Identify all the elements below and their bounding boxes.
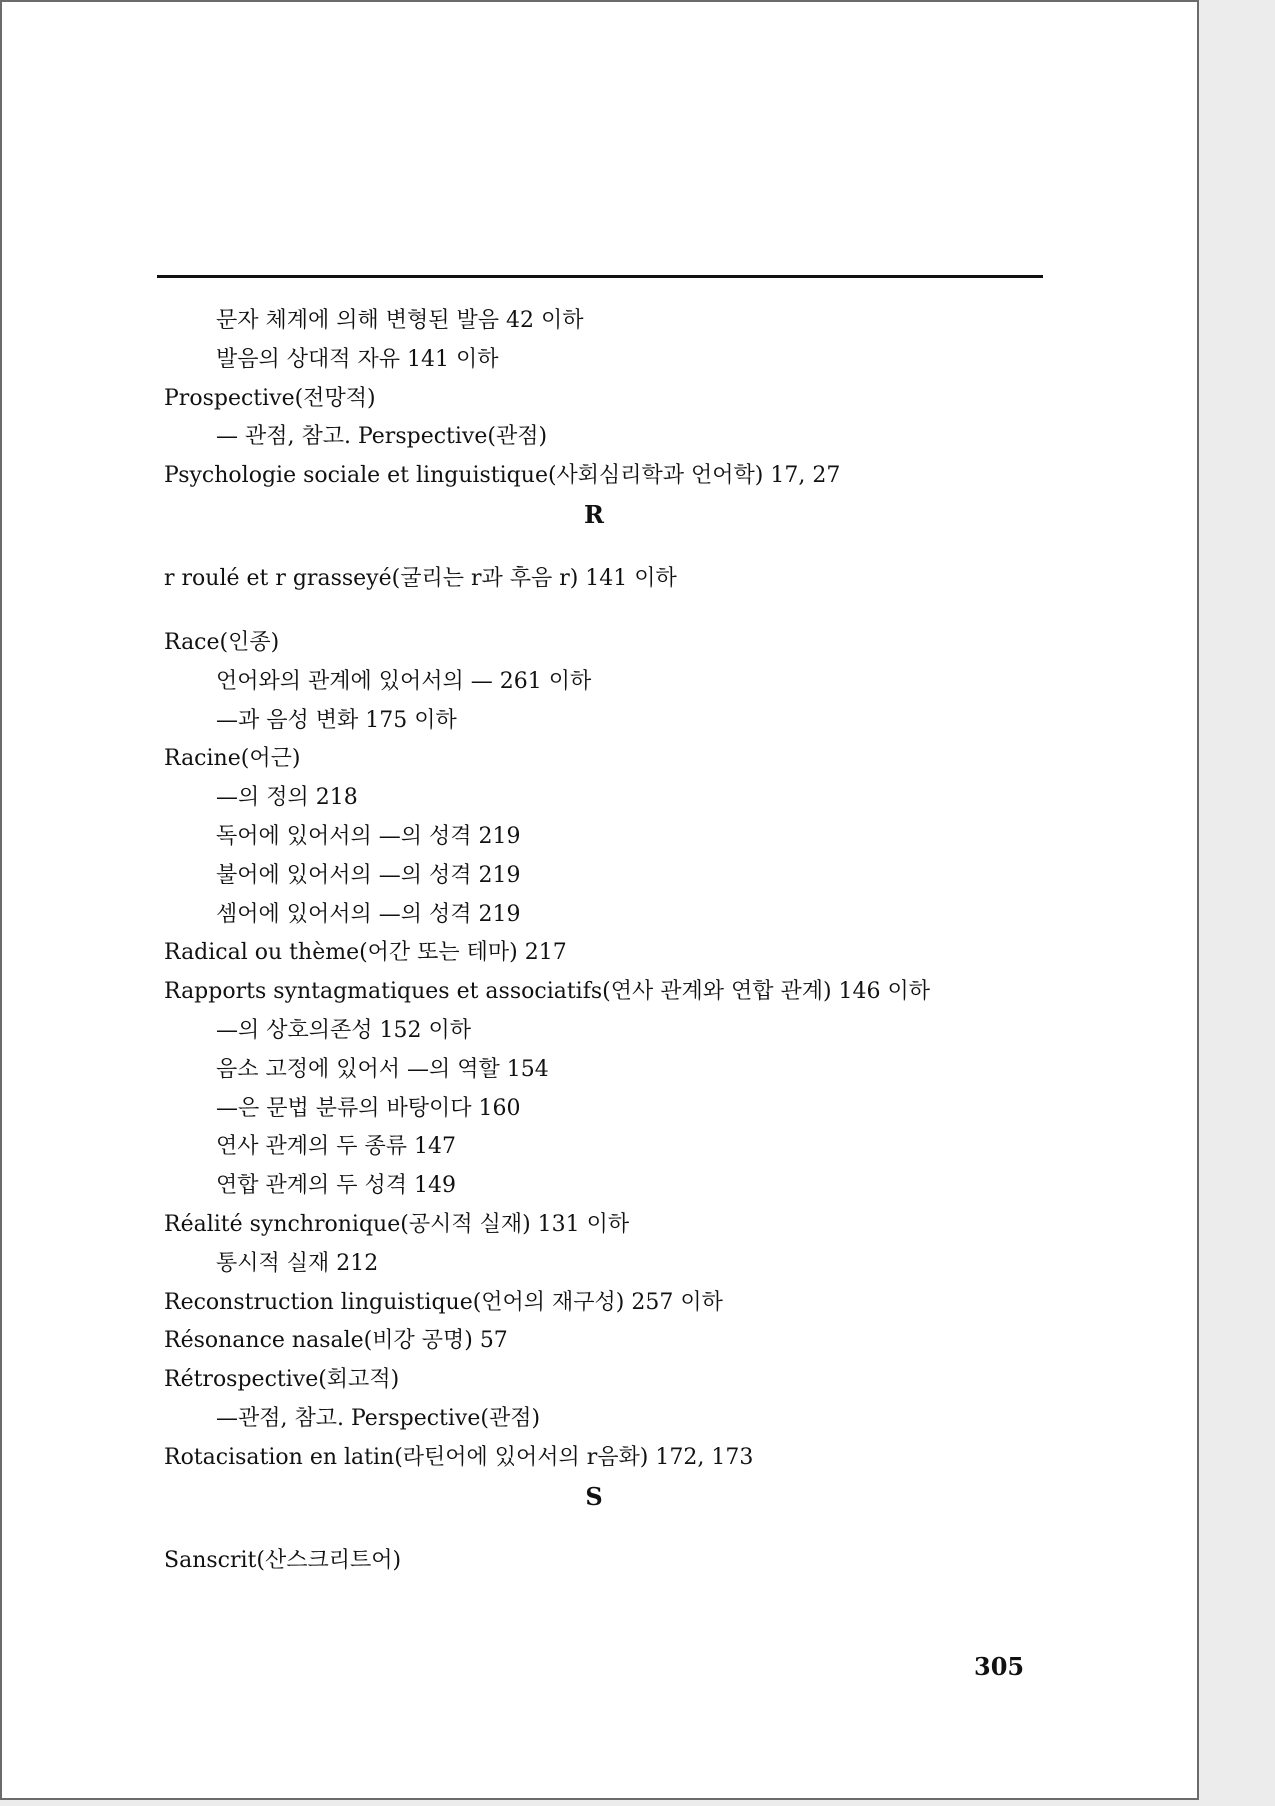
index-entry: Prospective(전망적) [164, 385, 376, 411]
index-entry: Rapports syntagmatiques et associatifs(연사 관계와 연합 관계) 146 이하 [164, 979, 931, 1005]
index-subentry: —과 음성 변화 175 이하 [216, 707, 457, 733]
index-entry: Résonance nasale(비강 공명) 57 [164, 1328, 508, 1354]
index-subentry: 문자 체계에 의해 변형된 발음 42 이하 [216, 308, 584, 333]
section-letter-heading: R [584, 499, 604, 529]
section-letter-heading: S [585, 1481, 603, 1511]
index-subentry: 언어와의 관계에 있어서의 — 261 이하 [216, 668, 592, 694]
index-subentry: 연합 관계의 두 성격 149 [216, 1173, 456, 1199]
index-subentry: 통시적 실재 212 [216, 1250, 379, 1276]
index-subentry: 셈어에 있어서의 —의 성격 219 [216, 901, 521, 927]
index-subentry: — 관점, 참고. Perspective(관점) [216, 424, 548, 450]
index-entry: Radical ou thème(어간 또는 테마) 217 [164, 940, 567, 966]
index-entry: Sanscrit(산스크리트어) [164, 1547, 402, 1573]
index-entries [164, 302, 1044, 1606]
index-entry: Rétrospective(회고적) [164, 1367, 400, 1393]
index-entry: Rotacisation en latin(라틴어에 있어서의 r음화) 172, 173 [164, 1444, 754, 1470]
index-subentry: —의 정의 218 [216, 785, 358, 811]
index-entry: Psychologie sociale et linguistique(사회심리학과 언어학) 17, 27 [164, 463, 841, 489]
index-entry: Reconstruction linguistique(언어의 재구성) 257 이하 [164, 1289, 723, 1315]
page-number: 305 [974, 1652, 1025, 1681]
index-entry: Racine(어근) [164, 746, 301, 772]
index-subentry: 음소 고정에 있어서 —의 역할 154 [216, 1056, 549, 1082]
index-subentry: 불어에 있어서의 —의 성격 219 [216, 862, 521, 888]
index-subentry: 발음의 상대적 자유 141 이하 [216, 346, 499, 372]
index-entry: Race(인종) [164, 629, 280, 655]
index-subentry: 독어에 있어서의 —의 성격 219 [216, 823, 521, 849]
index-subentry: 연사 관계의 두 종류 147 [216, 1134, 456, 1160]
index-subentry: —관점, 참고. Perspective(관점) [216, 1405, 541, 1431]
index-subentry: —의 상호의존성 152 이하 [216, 1017, 471, 1043]
index-entry: r roulé et r grasseyé(굴리는 r과 후음 r) 141 이하 [164, 565, 677, 591]
index-subentry: —은 문법 분류의 바탕이다 160 [216, 1095, 521, 1121]
header-rule [157, 275, 1043, 278]
index-entry: Réalité synchronique(공시적 실재) 131 이하 [164, 1211, 630, 1237]
